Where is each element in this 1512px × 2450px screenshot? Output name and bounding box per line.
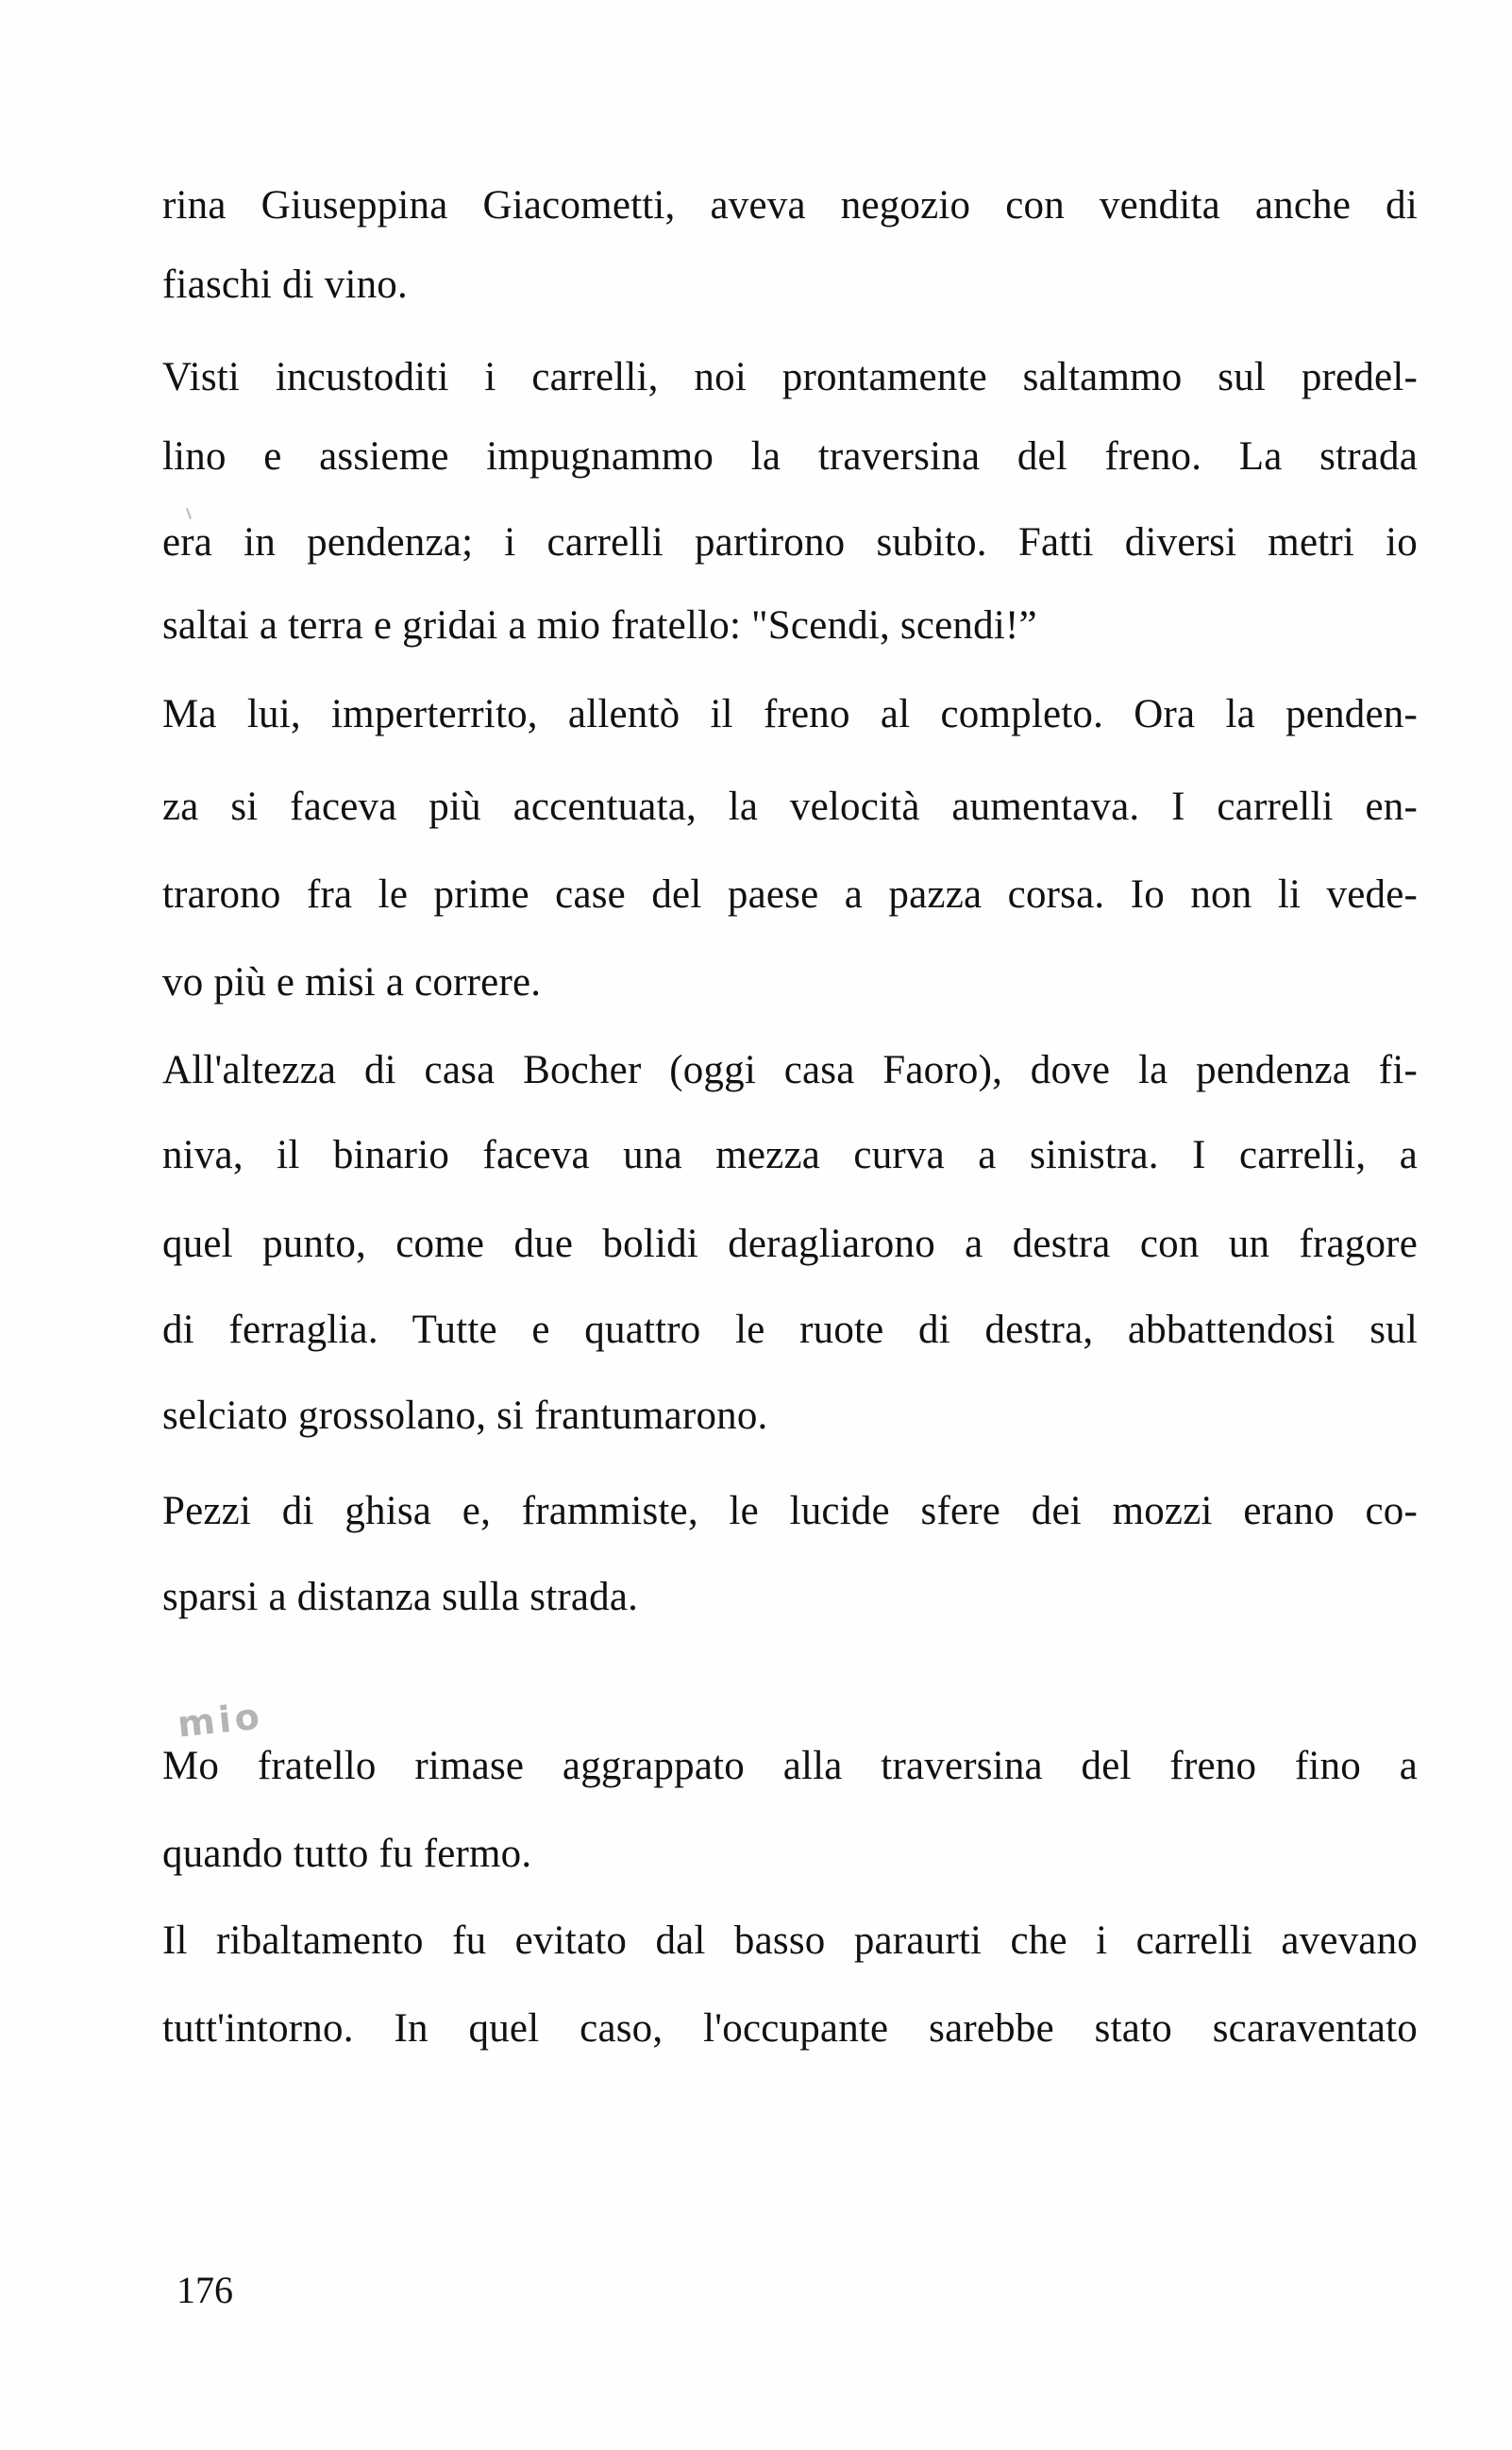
text-line: tutt'intorno. In quel caso, l'occupante sarebbe stato scaraventato [162,2006,1418,2051]
text-line: fiaschi di vino. [162,262,408,307]
text-line: za si faceva più accentuata, la velocità aumentava. I carrelli en- [162,785,1418,829]
text-line: trarono fra le prime case del paese a pazza corsa. Io non li vede- [162,872,1418,917]
text-line: All'altezza di casa Bocher (oggi casa Faoro), dove la pendenza fi- [162,1048,1418,1092]
text-line: rina Giuseppina Giacometti, aveva negozio con vendita anche di [162,183,1418,228]
text-line: lino e assieme impugnammo la traversina del freno. La strada [162,434,1418,479]
text-line: Ma lui, imperterrito, allentò il freno al completo. Ora la penden- [162,692,1418,736]
text-line: saltai a terra e gridai a mio fratello: "Scendi, scendi!” [162,603,1037,648]
text-line: Visti incustoditi i carrelli, noi prontamente saltammo sul predel- [162,355,1418,399]
text-line: vo più e misi a correre. [162,960,542,1005]
page-number: 176 [176,2269,233,2311]
text-line: selciato grossolano, si frantumarono. [162,1394,768,1438]
text-line: Il ribaltamento fu evitato dal basso paraurti che i carrelli avevano [162,1918,1418,1963]
text-line: di ferraglia. Tutte e quattro le ruote di destra, abbattendosi sul [162,1308,1418,1352]
text-line: quel punto, come due bolidi deragliarono a destra con un fragore [162,1222,1418,1266]
text-line: sparsi a distanza sulla strada. [162,1575,639,1619]
text-line: era in pendenza; i carrelli partirono subito. Fatti diversi metri io [162,520,1418,565]
text-line: niva, il binario faceva una mezza curva a sinistra. I carrelli, a [162,1133,1418,1177]
text-line: Pezzi di ghisa e, frammiste, le lucide sfere dei mozzi erano co- [162,1489,1418,1533]
text-line: quando tutto fu fermo. [162,1832,532,1876]
handwritten-correction: mio [175,1695,265,1746]
text-line: Mo fratello rimase aggrappato alla traversina del freno fino a [162,1744,1418,1788]
